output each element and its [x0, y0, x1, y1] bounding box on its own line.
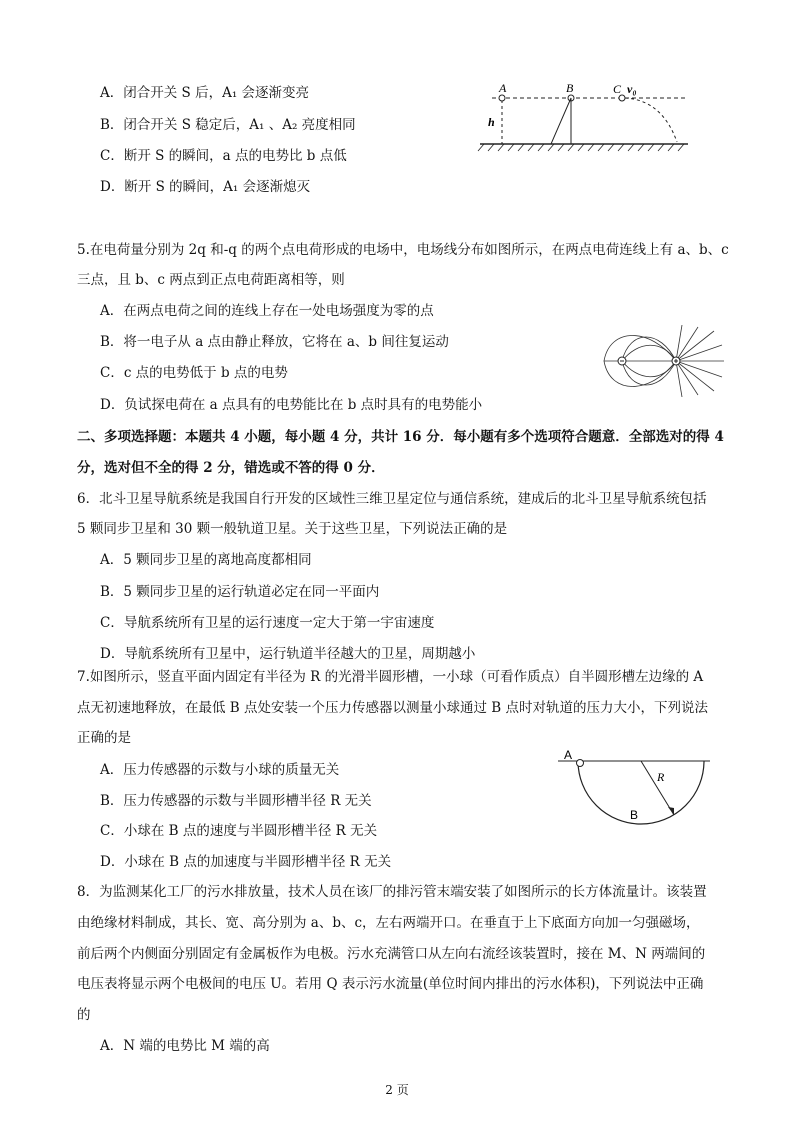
q5-option-b: B．将一电子从 a 点由静止释放，它将在 a、b 间往复运动: [100, 334, 449, 350]
q6-option-d: D．导航系统所有卫星中，运行轨道半径越大的卫星，周期越小: [100, 646, 476, 662]
q8-stem-line-1: 8．为监测某化工厂的污水排放量，技术人员在该厂的排污管末端安装了如图所示的长方体流量计。该装置: [77, 884, 707, 900]
q6-option-a: A．5 颗同步卫星的离地高度都相同: [100, 552, 312, 568]
q7-stem-line-1: 7.如图所示，竖直平面内固定有半径为 R 的光滑半圆形槽，一小球（可看作质点）自半圆形槽左边缘的 A: [77, 669, 704, 685]
q4-projectile-figure: [472, 80, 698, 162]
label-b: B: [630, 808, 639, 822]
q5-option-d: D．负试探电荷在 a 点具有的电势能比在 b 点时具有的电势能小: [100, 397, 483, 413]
label-h: h: [488, 115, 495, 129]
q5-option-a: A．在两点电荷之间的连线上存在一处电场强度为零的点: [100, 303, 434, 319]
q6-option-b: B．5 颗同步卫星的运行轨道必定在同一平面内: [100, 584, 380, 600]
section-2-heading-line-2: 分，选对但不全的得 2 分，错选或不答的得 0 分．: [77, 460, 385, 476]
q7-stem-line-2: 点无初速地释放，在最低 B 点处安装一个压力传感器以测量小球通过 B 点时对轨道的压力大小，下列说法: [77, 700, 709, 716]
q8-stem-line-3: 前后两个内侧面分别固定有金属板作为电极。污水充满管口从左向右流经该装置时，接在 M、N 两端间的: [77, 946, 706, 962]
section-2-heading-line-1: 二、多项选择题：本题共 4 小题，每小题 4 分，共计 16 分．每小题有多个选项符合题意．全部选对的得 4: [77, 429, 724, 445]
q6-stem-line-2: 5 颗同步卫星和 30 颗一般轨道卫星。关于这些卫星，下列说法正确的是: [77, 521, 508, 537]
q7-option-d: D．小球在 B 点的加速度与半圆形槽半径 R 无关: [100, 854, 392, 870]
q8-stem-line-2: 由绝缘材料制成，其长、宽、高分别为 a、b、c，左右两端开口。在垂直于上下底面方向加一匀强磁场，: [77, 915, 700, 931]
q7-option-c: C．小球在 B 点的速度与半圆形槽半径 R 无关: [100, 823, 378, 839]
q7-semicircle-figure: [556, 745, 716, 831]
q4-option-c: C．断开 S 的瞬间，a 点的电势比 b 点低: [100, 148, 347, 164]
label-a: A: [499, 81, 507, 95]
q5-option-c: C．c 点的电势低于 b 点的电势: [100, 365, 288, 381]
label-a: A: [564, 748, 573, 762]
label-b: B: [566, 81, 574, 95]
q4-option-b: B．闭合开关 S 稳定后，A₁ 、A₂ 亮度相同: [100, 117, 356, 133]
q4-option-d: D．断开 S 的瞬间，A₁ 会逐渐熄灭: [100, 179, 311, 195]
q4-option-a: A．闭合开关 S 后，A₁ 会逐渐变亮: [100, 85, 310, 101]
q6-option-c: C．导航系统所有卫星的运行速度一定大于第一宇宙速度: [100, 615, 435, 631]
q7-option-a: A．压力传感器的示数与小球的质量无关: [100, 762, 340, 778]
label-c: C: [613, 82, 622, 96]
q8-stem-line-4: 电压表将显示两个电极间的电压 U。若用 Q 表示污水流量(单位时间内排出的污水体积)，下列说法中正确: [77, 976, 704, 992]
q5-stem-line-1: 5.在电荷量分别为 2q 和-q 的两个点电荷形成的电场中，电场线分布如图所示，在两点电荷连线上有 a、b、c: [77, 242, 729, 258]
q5-field-lines-figure: [600, 325, 728, 397]
q7-option-b: B．压力传感器的示数与半圆形槽半径 R 无关: [100, 793, 372, 809]
label-r: R: [657, 770, 665, 784]
q8-stem-line-5: 的: [77, 1007, 91, 1023]
label-v0: v₀: [627, 82, 637, 96]
q7-stem-line-3: 正确的是: [77, 730, 131, 746]
q5-stem-line-2: 三点，且 b、c 两点到正点电荷距离相等，则: [77, 272, 345, 288]
q6-stem-line-1: 6．北斗卫星导航系统是我国自行开发的区域性三维卫星定位与通信系统，建成后的北斗卫星导航系统包括: [77, 491, 707, 507]
page-number: 2 页: [385, 1083, 409, 1097]
q8-option-a: A．N 端的电势比 M 端的高: [100, 1038, 270, 1054]
